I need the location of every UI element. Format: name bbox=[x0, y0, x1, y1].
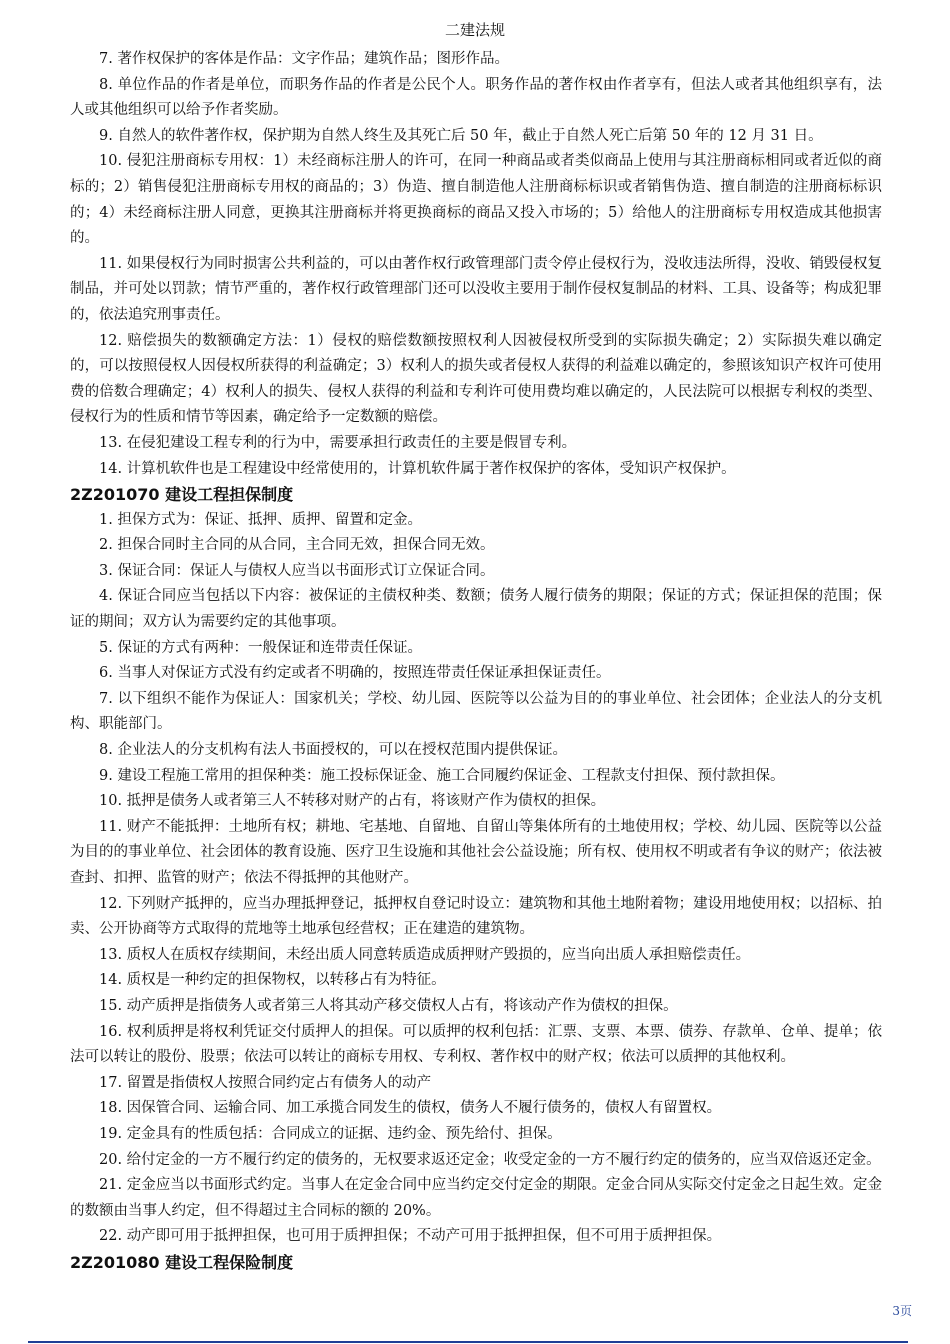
list-item: 5. 保证的方式有两种：一般保证和连带责任保证。 bbox=[99, 639, 422, 656]
list-item: 17. 留置是指债权人按照合同约定占有债务人的动产 bbox=[99, 1074, 432, 1091]
list-item: 9. 建设工程施工常用的担保种类：施工投标保证金、施工合同履约保证金、工程款支付担保、预付款担保。 bbox=[99, 767, 785, 784]
list-item: 7. 著作权保护的客体是作品：文字作品；建筑作品；图形作品。 bbox=[99, 51, 509, 67]
list-item: 13. 在侵犯建设工程专利的行为中，需要承担行政责任的主要是假冒专利。 bbox=[99, 434, 577, 451]
list-item: 14. 计算机软件也是工程建设中经常使用的，计算机软件属于著作权保护的客体，受知识产权保护。 bbox=[99, 460, 736, 477]
footer-divider bbox=[28, 1341, 908, 1343]
section-title-guarantee: 2Z201070 建设工程担保制度 bbox=[70, 485, 294, 505]
list-item: 11. 如果侵权行为同时损害公共利益的，可以由著作权行政管理部门责令停止侵权行为，没收违法所得，没收、销毁侵权复制品，并可处以罚款；情节严重的，著作权行政管理部门还可以没收主要用于制作侵权复制品的材料、工具、设备等；构成犯罪的，依法追究刑事责任。 bbox=[70, 255, 882, 323]
list-item: 21. 定金应当以书面形式约定。当事人在定金合同中应当约定交付定金的期限。定金合同从实际交付定金之日起生效。定金的数额由当事人约定，但不得超过主合同标的额的 20%。 bbox=[70, 1177, 882, 1219]
list-item: 8. 企业法人的分支机构有法人书面授权的，可以在授权范围内提供保证。 bbox=[99, 742, 567, 759]
list-item: 22. 动产即可用于抵押担保，也可用于质押担保；不动产可用于抵押担保，但不可用于质押担保。 bbox=[99, 1228, 722, 1245]
list-item: 12. 下列财产抵押的，应当办理抵押登记，抵押权自登记时设立：建筑物和其他土地附着物；建设用地使用权；以招标、拍卖、公开协商等方式取得的荒地等土地承包经营权；正在建造的建筑物。 bbox=[70, 895, 882, 938]
document-body bbox=[70, 47, 882, 1276]
paragraph-group-guarantee bbox=[70, 508, 882, 1250]
list-item: 6. 当事人对保证方式没有约定或者不明确的，按照连带责任保证承担保证责任。 bbox=[99, 665, 611, 682]
list-item: 15. 动产质押是指债务人或者第三人将其动产移交债权人占有，将该动产作为债权的担保。 bbox=[99, 997, 678, 1014]
list-item: 13. 质权人在质权存续期间，未经出质人同意转质造成质押财产毁损的，应当向出质人承担赔偿责任。 bbox=[99, 946, 751, 963]
list-item: 3. 保证合同：保证人与债权人应当以书面形式订立保证合同。 bbox=[99, 562, 495, 579]
list-item: 12. 赔偿损失的数额确定方法：1）侵权的赔偿数额按照权利人因被侵权所受到的实际损失确定；2）实际损失难以确定的，可以按照侵权人因侵权所获得的利益确定；3）权利人的损失或者侵权人获得的利益难以确定的，参照该知识产权许可使用费的倍数合理确定；4）权利人的损失、侵权人获得的利益和专利许可使用费均难以确定的，人民法院可以根据专利权的类型、侵权行为的性质和情节等因素，确定给予一定数额的赔偿。 bbox=[70, 332, 882, 426]
paragraph-group-copyright bbox=[70, 47, 882, 482]
list-item: 8. 单位作品的作者是单位，而职务作品的作者是公民个人。职务作品的著作权由作者享有，但法人或者其他组织享有，法人或其他组织可以给予作者奖励。 bbox=[70, 76, 882, 119]
list-item: 11. 财产不能抵押：土地所有权；耕地、宅基地、自留地、自留山等集体所有的土地使用权；学校、幼儿园、医院等以公益为目的的事业单位、社会团体的教育设施、医疗卫生设施和其他社会公益设施；所有权、使用权不明或者有争议的财产；依法被查封、扣押、监管的财产；依法不得抵押的其他财产。 bbox=[70, 818, 882, 886]
list-item: 7. 以下组织不能作为保证人：国家机关；学校、幼儿园、医院等以公益为目的的事业单位、社会团体；企业法人的分支机构、职能部门。 bbox=[70, 690, 882, 733]
list-item: 10. 侵犯注册商标专用权：1）未经商标注册人的许可，在同一种商品或者类似商品上使用与其注册商标相同或者近似的商标的；2）销售侵犯注册商标专用权的商品的；3）伪造、擅自制造他人注册商标标识或者销售伪造、擅自制造的注册商标标识的；4）未经商标注册人同意，更换其注册商标并将更换商标的商品又投入市场的；5）给他人的注册商标专用权造成其他损害的。 bbox=[70, 153, 882, 247]
section-title-insurance: 2Z201080 建设工程保险制度 bbox=[70, 1252, 294, 1272]
page-header-title: 二建法规 bbox=[444, 21, 505, 39]
page-number: 3页 bbox=[892, 1304, 912, 1318]
list-item: 1. 担保方式为：保证、抵押、质押、留置和定金。 bbox=[99, 511, 422, 528]
list-item: 10. 抵押是债务人或者第三人不转移对财产的占有，将该财产作为债权的担保。 bbox=[99, 793, 606, 810]
list-item: 4. 保证合同应当包括以下内容：被保证的主债权种类、数额；债务人履行债务的期限；保证的方式；保证担保的范围；保证的期间；双方认为需要约定的其他事项。 bbox=[70, 588, 882, 631]
list-item: 18. 因保管合同、运输合同、加工承揽合同发生的债权，债务人不履行债务的，债权人有留置权。 bbox=[99, 1100, 722, 1117]
list-item: 9. 自然人的软件著作权，保护期为自然人终生及其死亡后 50 年，截止于自然人死亡后第 50 年的 12 月 31 日。 bbox=[99, 127, 823, 144]
list-item: 2. 担保合同时主合同的从合同，主合同无效，担保合同无效。 bbox=[99, 537, 495, 554]
list-item: 16. 权利质押是将权利凭证交付质押人的担保。可以质押的权利包括：汇票、支票、本票、债券、存款单、仓单、提单；依法可以转让的股份、股票；依法可以转让的商标专用权、专利权、著作权中的财产权；依法可以质押的其他权利。 bbox=[70, 1023, 882, 1066]
list-item: 20. 给付定金的一方不履行约定的债务的，无权要求返还定金；收受定金的一方不履行约定的债务的，应当双倍返还定金。 bbox=[99, 1151, 881, 1168]
list-item: 14. 质权是一种约定的担保物权，以转移占有为特征。 bbox=[99, 972, 446, 989]
list-item: 19. 定金具有的性质包括：合同成立的证据、违约金、预先给付、担保。 bbox=[99, 1125, 562, 1142]
